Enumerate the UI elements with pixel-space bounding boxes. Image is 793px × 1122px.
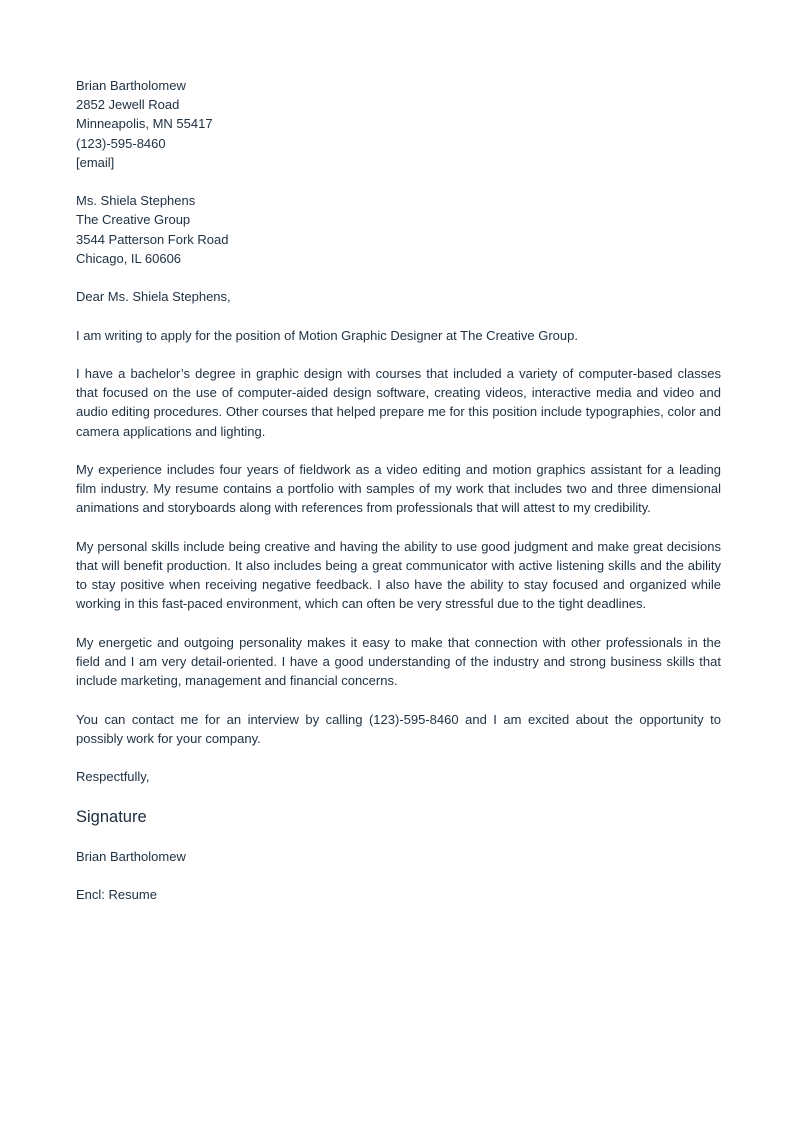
recipient-address bbox=[76, 191, 721, 268]
sender-phone: (123)-595-8460 bbox=[76, 135, 166, 151]
sender-email: [email] bbox=[76, 154, 115, 170]
enclosure: Encl: Resume bbox=[76, 887, 157, 903]
signature-label: Signature bbox=[76, 807, 147, 826]
signed-name: Brian Bartholomew bbox=[76, 848, 186, 864]
body-paragraph-2: I have a bachelor’s degree in graphic design with courses that included a variety of computer-based classes that focused on the use of computer-aided design software, creating videos, interactive media and video and audio editing procedures. Other courses that helped prepare me for this position include typographies, color and camera applications and lighting. bbox=[76, 365, 721, 439]
body-paragraph-3: My experience includes four years of fieldwork as a video editing and motion graphics assistant for a leading film industry. My resume contains a portfolio with samples of my work that includes two and three dimensional animations and storyboards along with references from professionals that will attest to my credibility. bbox=[76, 461, 721, 516]
recipient-name: Ms. Shiela Stephens bbox=[76, 193, 196, 209]
recipient-company: The Creative Group bbox=[76, 212, 191, 228]
sender-name: Brian Bartholomew bbox=[76, 78, 186, 93]
body-paragraph-6: You can contact me for an interview by calling (123)-595-8460 and I am excited about the opportunity to possibly work for your company. bbox=[76, 711, 721, 746]
recipient-city: Chicago, IL 60606 bbox=[76, 250, 182, 266]
sender-street: 2852 Jewell Road bbox=[76, 97, 180, 113]
sender-address bbox=[76, 76, 721, 172]
salutation: Dear Ms. Shiela Stephens, bbox=[76, 289, 231, 305]
recipient-street: 3544 Patterson Fork Road bbox=[76, 231, 229, 247]
body-paragraph-4: My personal skills include being creative and having the ability to use good judgment and make great decisions that will benefit production. It also includes being a great communicator with active listening skills and the ability to stay positive when receiving negative feedback. I also have the ability to stay focused and organized while working in this fast-paced environment, which can often be very stressful due to the tight deadlines. bbox=[76, 538, 721, 612]
letter-page bbox=[76, 76, 721, 924]
sender-city: Minneapolis, MN 55417 bbox=[76, 116, 213, 132]
body-paragraph-1: I am writing to apply for the position of Motion Graphic Designer at The Creative Group. bbox=[76, 327, 578, 343]
body-paragraph-5: My energetic and outgoing personality makes it easy to make that connection with other professionals in the field and I am very detail-oriented. I have a good understanding of the industry and strong business skills that include marketing, management and financial concerns. bbox=[76, 634, 721, 689]
closing: Respectfully, bbox=[76, 769, 150, 785]
